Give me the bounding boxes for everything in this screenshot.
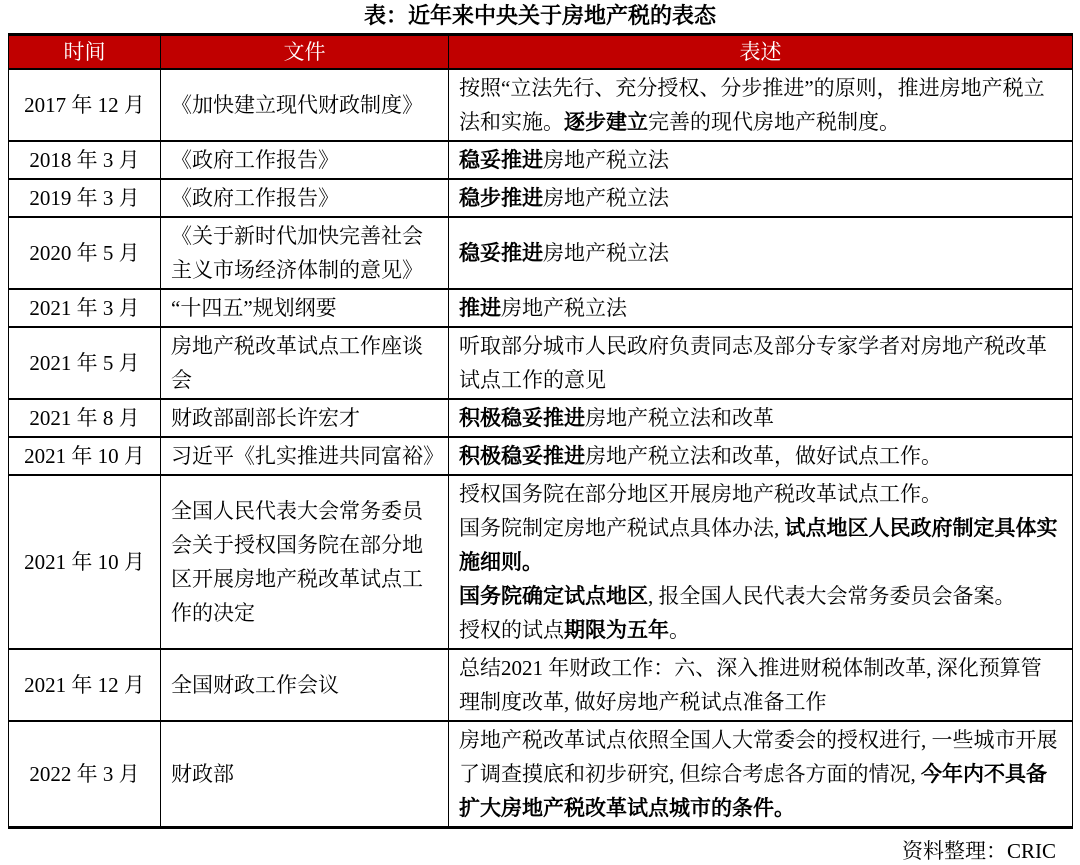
statement-emphasis: 稳妥推进	[459, 148, 543, 172]
document-cell: 《关于新时代加快完善社会主义市场经济体制的意见》	[161, 217, 449, 289]
table-row	[9, 289, 1073, 327]
statement-text: 房地产税立法	[543, 186, 669, 210]
time-cell: 2017 年 12 月	[9, 69, 161, 141]
statement-paragraph	[459, 71, 1062, 139]
statement-text: 房地产税改革试点依照全国人大常委会的授权进行, 一些城市开展了调查摸底和初步研究, 但综合考虑各方面的情况,	[459, 728, 1058, 786]
statement-cell	[449, 179, 1073, 217]
table-body	[9, 69, 1073, 828]
statement-paragraph	[459, 439, 1062, 473]
document-cell: 全国人民代表大会常务委员会关于授权国务院在部分地区开展房地产税改革试点工作的决定	[161, 475, 449, 649]
statement-cell	[449, 141, 1073, 179]
table-row	[9, 179, 1073, 217]
statement-text: 按照“立法先行、充分授权、分步推进”的原则，推进房地产税立法和实施。	[459, 76, 1045, 134]
table-title: 表：近年来中央关于房地产税的表态	[363, 3, 716, 28]
statement-text: 授权的试点	[459, 618, 564, 642]
table-row	[9, 475, 1073, 649]
statement-text: 完善的现代房地产税制度。	[648, 110, 900, 134]
statement-paragraph	[459, 236, 1062, 270]
statement-text: 房地产税立法	[501, 296, 627, 320]
document-cell: 财政部副部长许宏才	[161, 399, 449, 437]
statement-emphasis: 逐步建立	[564, 110, 648, 134]
time-cell: 2019 年 3 月	[9, 179, 161, 217]
statement-paragraph	[459, 143, 1062, 177]
table-header	[9, 35, 1073, 70]
statement-emphasis: 试点地区人民政府制定具体实施细则。	[459, 516, 1058, 574]
statement-paragraph	[459, 613, 1062, 647]
statement-text: 房地产税立法和改革，做好试点工作。	[585, 444, 942, 468]
document-cell: 财政部	[161, 721, 449, 828]
header-document: 文件	[161, 35, 449, 70]
statement-cell	[449, 69, 1073, 141]
statement-paragraph	[459, 181, 1062, 215]
statement-cell	[449, 327, 1073, 399]
statement-cell	[449, 649, 1073, 721]
table-row	[9, 649, 1073, 721]
document-cell: 房地产税改革试点工作座谈会	[161, 327, 449, 399]
statement-paragraph	[459, 477, 1062, 511]
header-row	[9, 35, 1073, 70]
table-row	[9, 399, 1073, 437]
statement-text: 。	[669, 618, 690, 642]
document-cell: 《加快建立现代财政制度》	[161, 69, 449, 141]
header-time: 时间	[9, 35, 161, 70]
statement-cell	[449, 399, 1073, 437]
statement-paragraph	[459, 579, 1062, 613]
time-cell: 2021 年 12 月	[9, 649, 161, 721]
statement-text: 总结2021 年财政工作：六、深入推进财税体制改革, 深化预算管理制度改革, 做好房地产税试点准备工作	[459, 656, 1042, 714]
statement-text: 国务院制定房地产税试点具体办法,	[459, 516, 785, 540]
statement-emphasis: 推进	[459, 296, 501, 320]
source-note: 资料整理：CRIC	[901, 839, 1056, 863]
statement-table	[8, 33, 1073, 829]
table-row	[9, 437, 1073, 475]
statement-emphasis: 积极稳妥推进	[459, 444, 585, 468]
statement-paragraph	[459, 291, 1062, 325]
time-cell: 2021 年 10 月	[9, 437, 161, 475]
table-row	[9, 327, 1073, 399]
statement-text: 听取部分城市人民政府负责同志及部分专家学者对房地产税改革试点工作的意见	[459, 334, 1047, 392]
document-cell: 《政府工作报告》	[161, 179, 449, 217]
table-row	[9, 721, 1073, 828]
statement-cell	[449, 289, 1073, 327]
table-row	[9, 217, 1073, 289]
statement-emphasis: 期限为五年	[564, 618, 669, 642]
statement-cell	[449, 217, 1073, 289]
time-cell: 2020 年 5 月	[9, 217, 161, 289]
statement-text: 房地产税立法	[543, 148, 669, 172]
time-cell: 2022 年 3 月	[9, 721, 161, 828]
document-cell: 《政府工作报告》	[161, 141, 449, 179]
statement-cell	[449, 437, 1073, 475]
table-row	[9, 69, 1073, 141]
statement-emphasis: 今年内不具备扩大房地产税改革试点城市的条件。	[459, 762, 1047, 820]
statement-emphasis: 国务院确定试点地区	[459, 584, 648, 608]
statement-emphasis: 稳妥推进	[459, 241, 543, 265]
document-cell: 习近平《扎实推进共同富裕》	[161, 437, 449, 475]
header-statement: 表述	[449, 35, 1073, 70]
statement-emphasis: 稳步推进	[459, 186, 543, 210]
statement-paragraph	[459, 401, 1062, 435]
statement-text: 授权国务院在部分地区开展房地产税改革试点工作。	[459, 482, 942, 506]
statement-emphasis: 积极稳妥推进	[459, 406, 585, 430]
statement-cell	[449, 475, 1073, 649]
time-cell: 2021 年 10 月	[9, 475, 161, 649]
time-cell: 2018 年 3 月	[9, 141, 161, 179]
statement-paragraph	[459, 723, 1062, 825]
statement-text: 房地产税立法	[543, 241, 669, 265]
statement-paragraph	[459, 511, 1062, 579]
statement-cell	[449, 721, 1073, 828]
time-cell: 2021 年 3 月	[9, 289, 161, 327]
document-cell: 全国财政工作会议	[161, 649, 449, 721]
time-cell: 2021 年 8 月	[9, 399, 161, 437]
document-cell: “十四五”规划纲要	[161, 289, 449, 327]
statement-paragraph	[459, 651, 1062, 719]
statement-paragraph	[459, 329, 1062, 397]
statement-text: , 报全国人民代表大会常务委员会备案。	[648, 584, 1016, 608]
statement-text: 房地产税立法和改革	[585, 406, 774, 430]
table-row	[9, 141, 1073, 179]
time-cell: 2021 年 5 月	[9, 327, 161, 399]
